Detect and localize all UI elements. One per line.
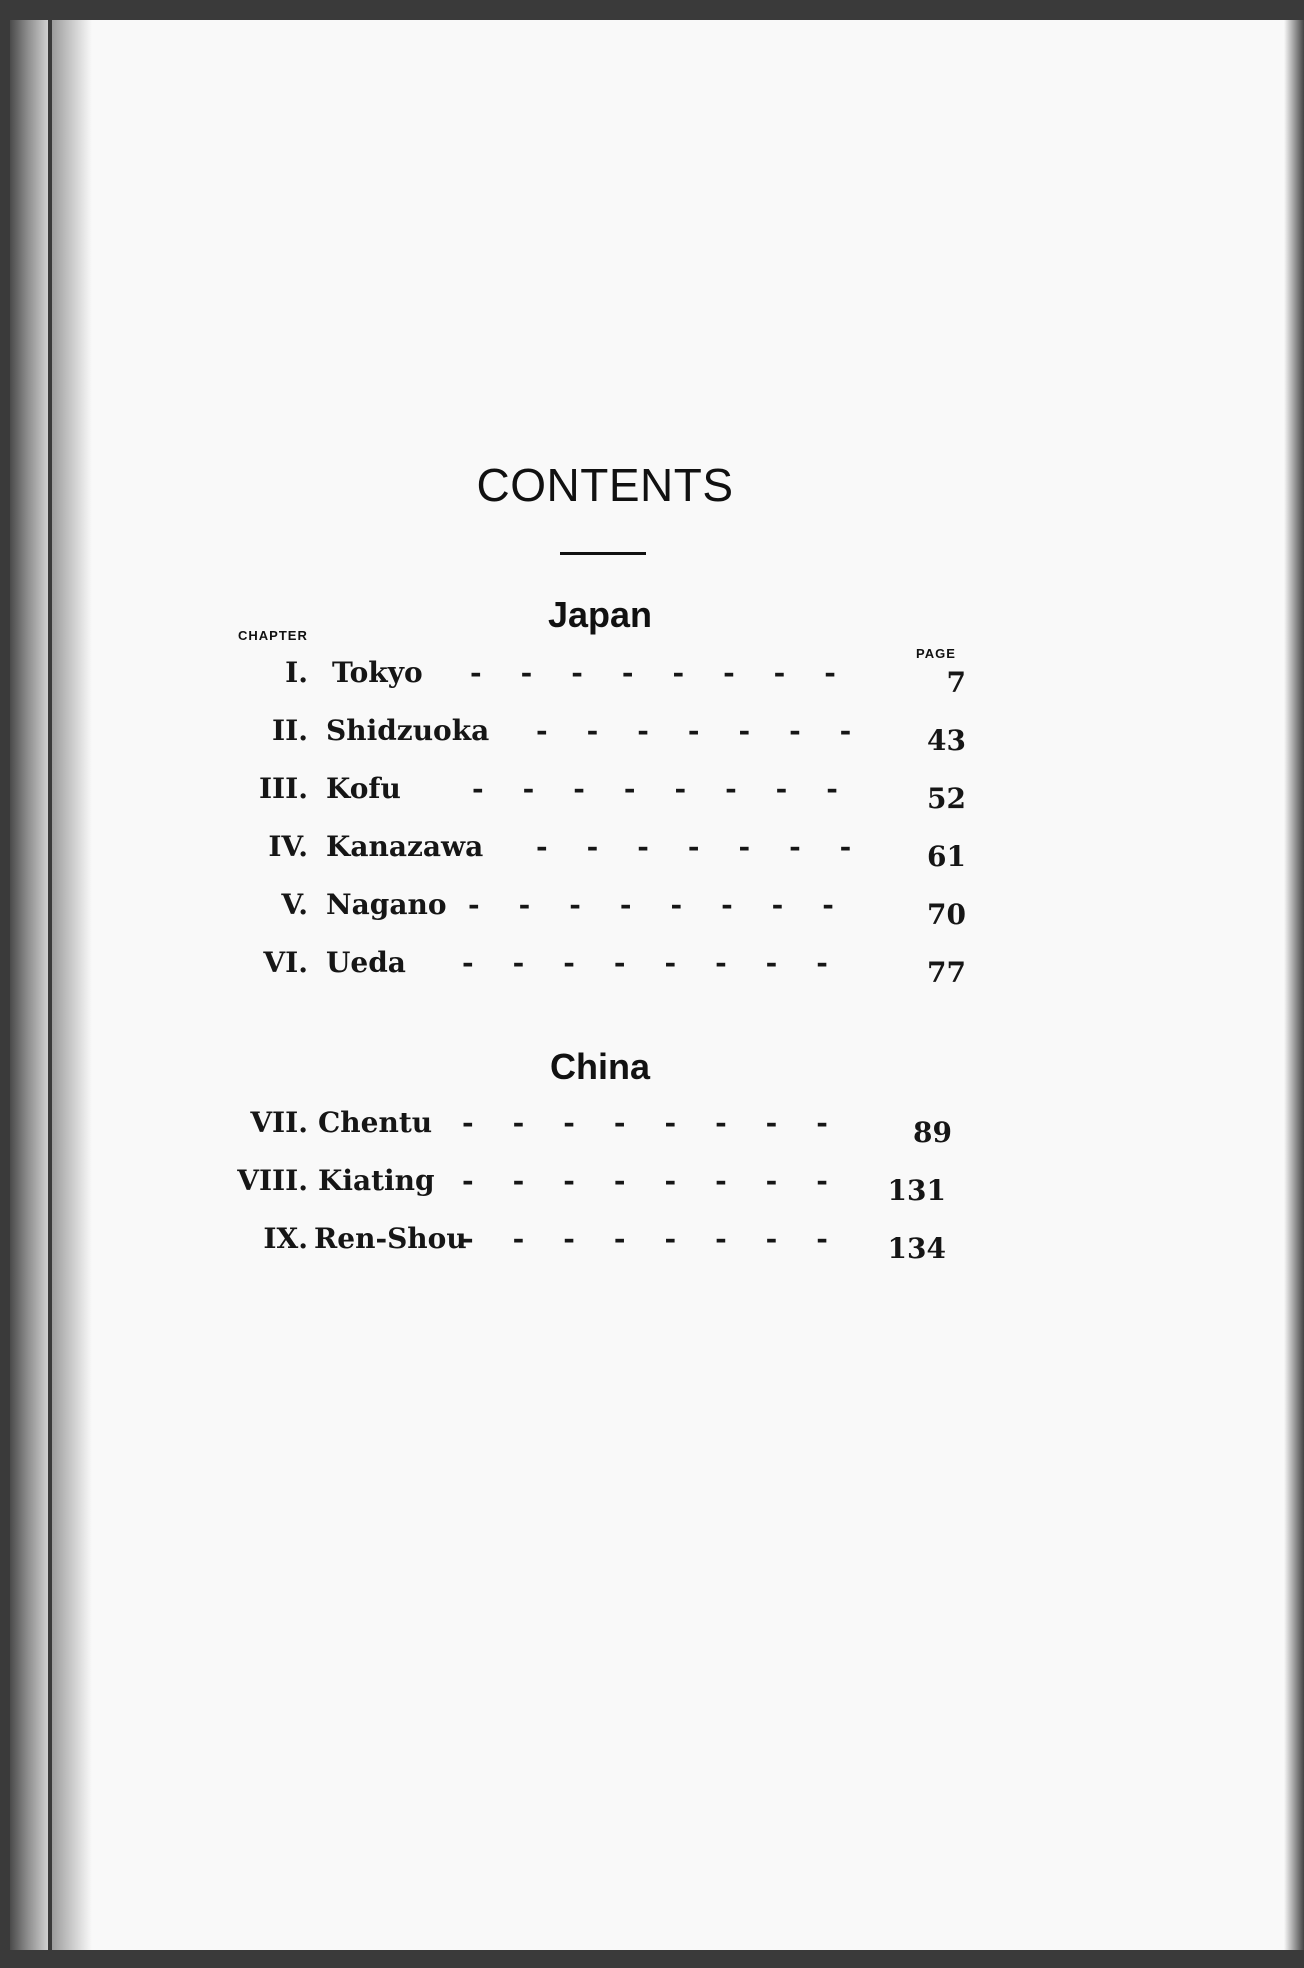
page-number: 61 — [927, 840, 966, 873]
chapter-title: Ren-Shou — [314, 1222, 467, 1255]
chapter-number: VII. — [250, 1106, 308, 1139]
page-number: 134 — [887, 1232, 946, 1265]
toc-entry — [0, 830, 1304, 874]
toc-entry — [0, 946, 1304, 990]
toc-entry — [0, 772, 1304, 816]
chapter-title: Kofu — [326, 772, 401, 805]
toc-entry — [0, 714, 1304, 758]
page-column-label: PAGE — [916, 646, 956, 661]
page-number: 131 — [887, 1174, 946, 1207]
dot-leader: - - - - - - - - — [470, 656, 836, 689]
toc-entry — [0, 656, 1304, 700]
section-heading-china: China — [549, 1046, 650, 1087]
dot-leader: - - - - - - - - — [468, 888, 834, 921]
chapter-number: VI. — [263, 946, 308, 979]
chapter-title: Shidzuoka — [326, 714, 490, 747]
chapter-number: III. — [258, 772, 308, 805]
title-rule — [560, 552, 646, 555]
page-number: 52 — [927, 782, 966, 815]
dot-leader: - - - - - - - - — [472, 772, 838, 805]
page-number: 7 — [946, 666, 966, 699]
toc-entry — [0, 1106, 1304, 1150]
page-number: 89 — [913, 1116, 952, 1149]
section-heading-japan: Japan — [547, 594, 653, 635]
page-number: 70 — [927, 898, 966, 931]
chapter-title: Ueda — [326, 946, 406, 979]
page-number: 77 — [927, 956, 966, 989]
contents-title: CONTENTS — [476, 459, 734, 511]
chapter-title: Kanazawa — [326, 830, 484, 863]
toc-entry — [0, 1222, 1304, 1266]
toc-entry — [0, 888, 1304, 932]
chapter-number: II. — [272, 714, 308, 747]
chapter-number: I. — [285, 656, 308, 689]
chapter-number: IX. — [263, 1222, 308, 1255]
chapter-title: Nagano — [326, 888, 447, 921]
dot-leader: - - - - - - - - — [462, 1106, 828, 1139]
chapter-number: V. — [281, 888, 308, 921]
toc-entry — [0, 1164, 1304, 1208]
dot-leader: - - - - - - - — [536, 714, 852, 747]
chapter-number: VIII. — [237, 1164, 308, 1197]
chapter-title: Kiating — [318, 1164, 435, 1197]
chapter-number: IV. — [268, 830, 308, 863]
page-number: 43 — [927, 724, 966, 757]
dot-leader: - - - - - - - — [536, 830, 852, 863]
dot-leader: - - - - - - - - — [462, 946, 828, 979]
dot-leader: - - - - - - - - — [462, 1222, 828, 1255]
chapter-title: Tokyo — [332, 656, 423, 689]
dot-leader: - - - - - - - - — [462, 1164, 828, 1197]
chapter-title: Chentu — [318, 1106, 433, 1139]
chapter-column-label: CHAPTER — [238, 628, 308, 643]
